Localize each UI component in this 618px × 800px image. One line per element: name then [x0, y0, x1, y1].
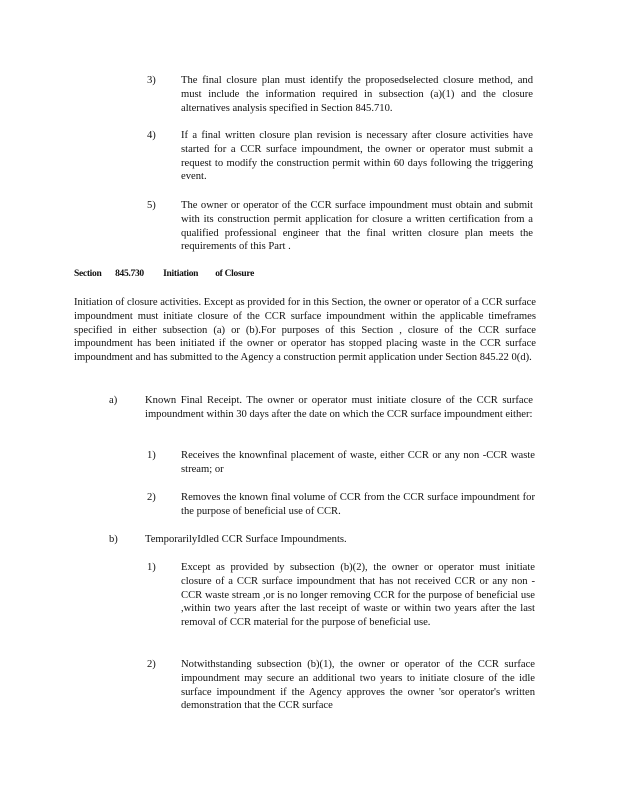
intro-paragraph: Initiation of closure activities. Except as provided for in this Section, the owner or operator of a CCR surface impoundment must initiate closure of the CCR surface impoundment within the applicable timeframes specified in either subsection (a) or (b).For purposes of this Section , closure of the CCR surface impoundment has been initiated if the owner or operator has stopped placing waste in the CCR surface impoundment and has submitted to the Agency a construction permit application under Section 845.22 0(d). — [74, 297, 536, 364]
item-text: Except as provided by subsection (b)(2), the owner or operator must initiate closure of a CCR surface impoundment that has not received CCR or any non -CCR waste stream ,or is no longer removing CCR for the purpose of beneficial use ,within two years after the last receipt of waste or within two years after the last removal of CCR material for the purpose of beneficial use. — [181, 562, 535, 629]
subsection-text: Known Final Receipt. The owner or operator must initiate closure of the CCR surface impoundment within 30 days after the date on which the CCR surface impoundment either: — [145, 395, 533, 420]
item-number: 5) — [147, 200, 156, 211]
item-number: 1) — [147, 450, 156, 461]
item-text: Removes the known final volume of CCR from the CCR surface impoundment for the purpose of beneficial use of CCR. — [181, 492, 535, 517]
section-title-part: of Closure — [215, 269, 255, 279]
item-number: 2) — [147, 659, 156, 670]
section-title-part: Initiation — [163, 269, 199, 279]
subsection-label: a) — [109, 395, 118, 406]
item-number: 1) — [147, 562, 156, 573]
subsection-label: b) — [109, 534, 118, 545]
item-number: 2) — [147, 492, 156, 503]
item-number: 4) — [147, 130, 156, 141]
item-text: The owner or operator of the CCR surface impoundment must obtain and submit with its construction permit application for closure a written certification from a qualified professional engineer that the final written closure plan meets the requirements of this Part . — [181, 200, 533, 253]
section-heading — [74, 268, 254, 282]
item-text: If a final written closure plan revision is necessary after closure activities have started for a CCR surface impoundment, the owner or operator must submit a request to modify the construction permit within 60 days following the triggering event. — [181, 130, 533, 183]
section-number: 845.730 — [115, 269, 144, 279]
item-number: 3) — [147, 75, 156, 86]
section-label: Section — [74, 269, 102, 279]
item-text: The final closure plan must identify the proposedselected closure method, and must include the information required in subsection (a)(1) and the closure alternatives analysis specified in Section 845.710. — [181, 75, 533, 114]
item-text: Notwithstanding subsection (b)(1), the owner or operator of the CCR surface impoundment may secure an additional two years to initiate closure of the idle surface impoundment if the Agency approves the owner 'sor operator's written demonstration that the CCR surface — [181, 659, 535, 712]
item-text: Receives the knownfinal placement of waste, either CCR or any non -CCR waste stream; or — [181, 450, 535, 475]
subsection-text: TemporarilyIdled CCR Surface Impoundments. — [145, 534, 347, 545]
